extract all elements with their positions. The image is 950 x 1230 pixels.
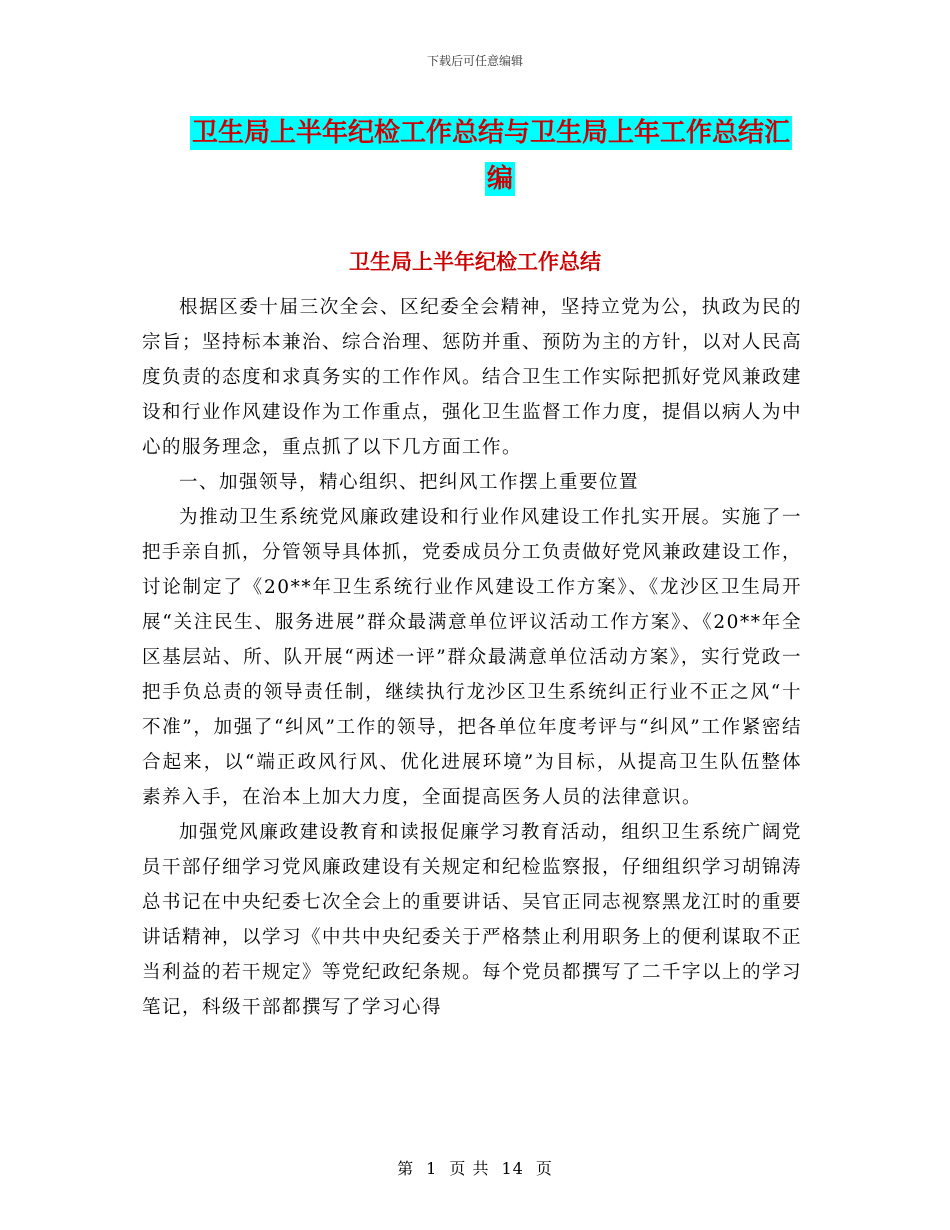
body-text — [142, 290, 802, 1025]
page-footer — [0, 1156, 950, 1179]
section-title: 卫生局上半年纪检工作总结 — [349, 250, 601, 274]
document-title-line2: 编 — [486, 164, 513, 194]
paragraph: 根据区委十届三次全会、区纪委全会精神，坚持立党为公，执政为民的宗旨；坚持标本兼治、综合治理、惩防并重、预防为主的方针，以对人民高度负责的态度和求真务实的工作作风。结合卫生工作实际把抓好党风兼政建设和行业作风建设作为工作重点，强化卫生监督工作力度，提倡以病人为中心的服务理念，重点抓了以下几方面工作。 — [142, 297, 803, 458]
paragraph: 一、加强领导，精心组织、把纠风工作摆上重要位置 — [179, 472, 640, 493]
header-note: 下载后可任意编辑 — [426, 54, 523, 68]
paragraph: 为推动卫生系统党风廉政建设和行业作风建设工作扎实开展。实施了一把手亲自抓，分管领导具体抓，党委成员分工负责做好党风兼政建设工作，讨论制定了《20**年卫生系统行业作风建设工作方案》、《龙沙区卫生局开展“关注民生、服务进展”群众最满意单位评议活动工作方案》、《20**年全区基层站、所、队开展“两述一评”群众最满意单位活动方案》，实行党政一把手负总责的领导责任制，继续执行龙沙区卫生系统纠正行业不正之风“十不准”，加强了“纠风”工作的领导，把各单位年度考评与“纠风”工作紧密结合起来，以“端正政风行风、优化进展环境”为目标，从提高卫生队伍整体素养入手，在治本上加大力度，全面提高医务人员的法律意识。 — [142, 507, 803, 808]
footer-suffix: 页 — [535, 1159, 553, 1178]
document-title — [190, 110, 810, 202]
footer-prefix: 第 — [397, 1159, 415, 1178]
paragraph: 加强党风廉政建设教育和读报促廉学习教育活动，组织卫生系统广阔党员干部仔细学习党风廉政建设有关规定和纪检监察报，仔细组织学习胡锦涛总书记在中央纪委七次全会上的重要讲话、吴官正同志视察黑龙江时的重要讲话精神，以学习《中共中央纪委关于严格禁止利用职务上的便利谋取不正当利益的若干规定》等党纪政纪条规。每个党员都撰写了二千字以上的学习笔记，科级干部都撰写了学习心得 — [142, 822, 803, 1018]
current-page-number: 1 — [426, 1159, 438, 1178]
footer-middle: 页 共 — [449, 1159, 490, 1178]
document-title-line1: 卫生局上半年纪检工作总结与卫生局上年工作总结汇 — [192, 118, 791, 148]
total-page-count: 14 — [501, 1159, 524, 1178]
